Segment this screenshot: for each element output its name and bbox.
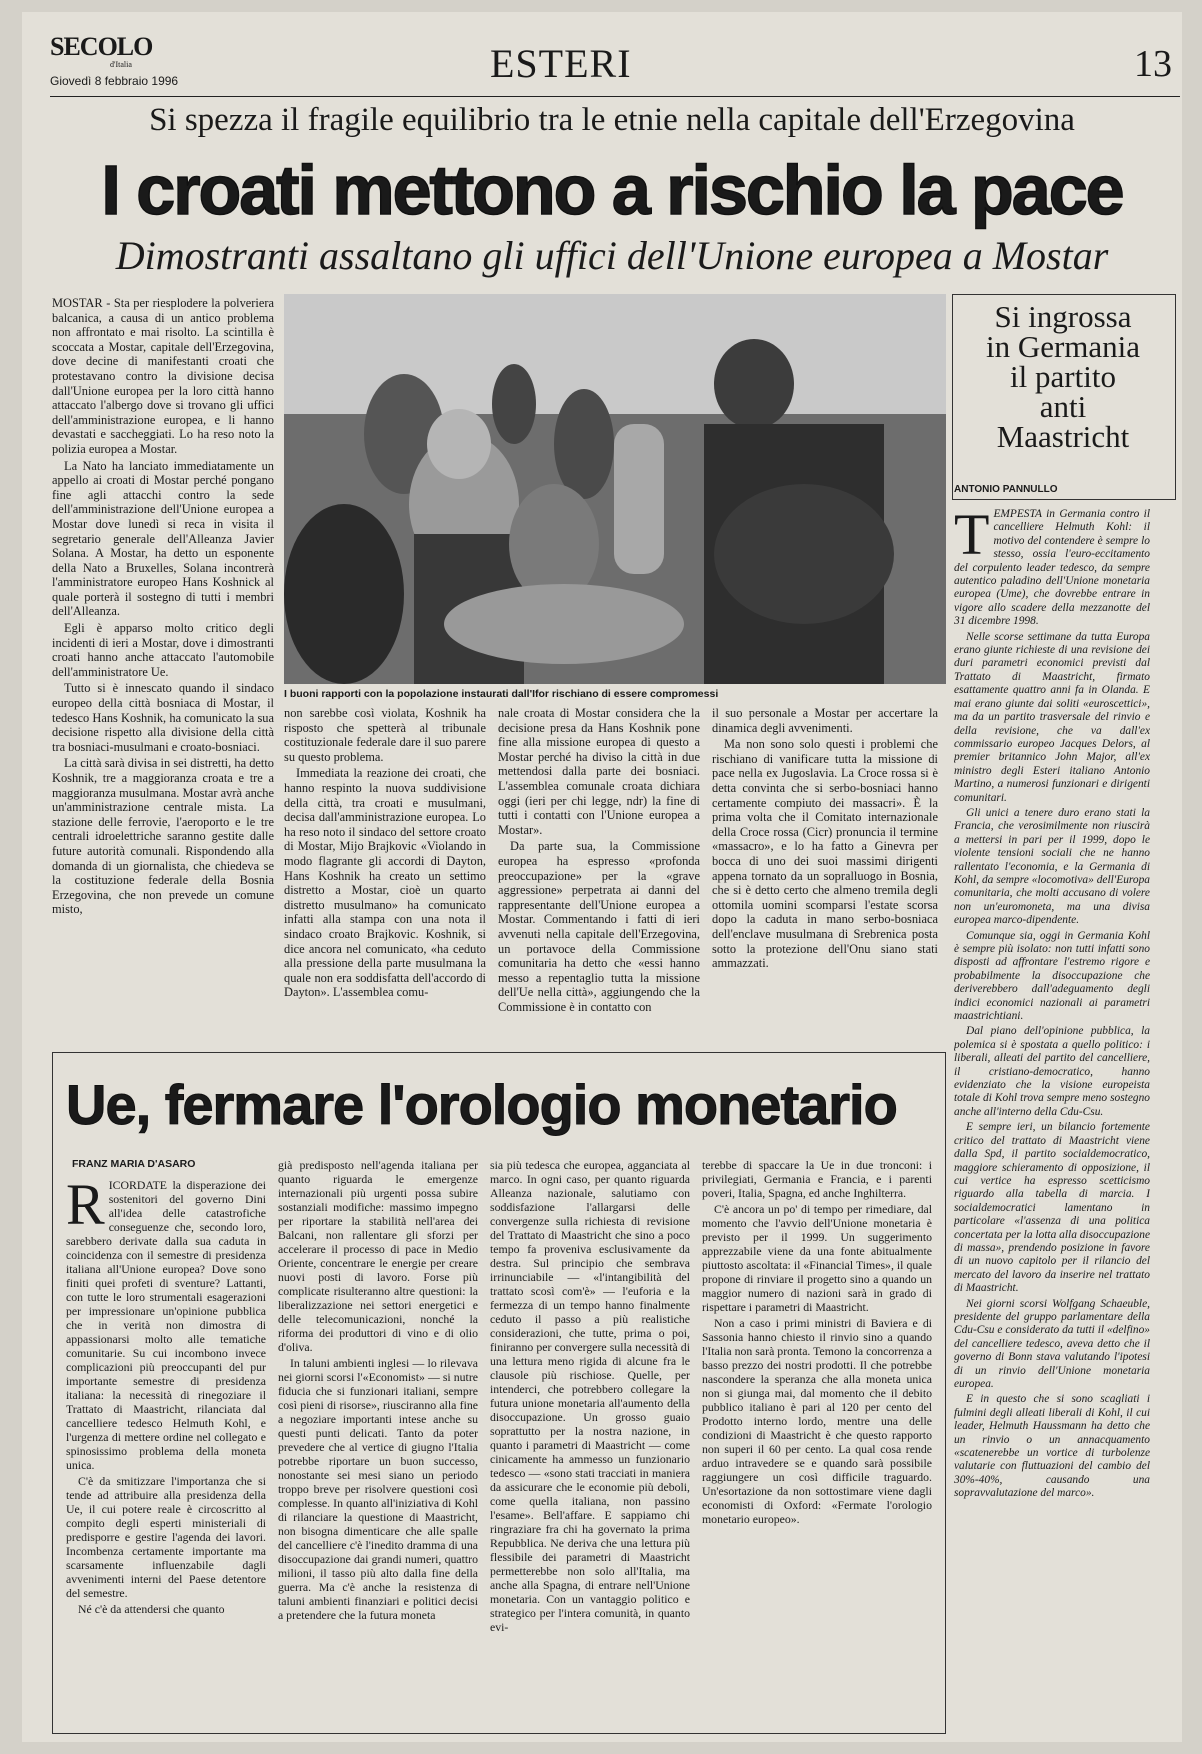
paragraph: nale croata di Mostar considera che la decisione presa da Hans Koshnik pone fine alla missione europea di questo a Mostar perché ha diviso la città in due mettendosi dalla parte dei bosniaci. L'assemblea comunale croata dichiara oggi (ieri per chi legge, ndr) la fine di tutti i contatti con l'Unione europea a Mostar». xyxy=(498,706,700,837)
issue-date: Giovedì 8 febbraio 1996 xyxy=(50,74,179,88)
paragraph: Dal piano dell'opinione pubblica, la polemica si è spostata a quello politico: i liberali, alleati del partito del cancelliere, il cristiano-democratico, hanno evidenziato che la visione europeista totale di Kohl trova sempre meno sostegno anche all'interno della Cdu-Csu. xyxy=(954,1025,1150,1118)
logo-subtitle: d'Italia xyxy=(110,60,132,69)
newspaper-page xyxy=(22,12,1182,1742)
page-number: 13 xyxy=(1134,43,1172,85)
photo-illustration xyxy=(284,294,946,684)
paragraph: Ma non sono solo questi i problemi che rischiano di vanificare tutta la missione di pace nella ex Jugoslavia. La Croce rossa si è detta convinta che si serbo-bosniaci hanno certamente compiuto dei massacri». È la prima volta che il Comitato internazionale della Croce rossa (Cicr) pronuncia il termine «massacro», e lo ha fatto a Ginevra per bocca di uno dei suoi massimi dirigenti appena tornato da un sopralluogo in Bosnia, che si è detto certo che almeno tremila degli ottomila uomini scomparsi l'estate scorsa dopo la caduta in mano serbo-bosniaca dell'enclave musulmana di Srebrenica posta sotto la protezione dell'Onu siano stati ammazzati. xyxy=(712,737,938,971)
main-article-column-1 xyxy=(52,296,274,1044)
masthead xyxy=(50,26,1180,97)
sidebar-title-line: Si ingrossa xyxy=(994,299,1132,334)
paragraph: ICORDATE la disperazione dei sostenitori del governo Dini all'idea delle catastrofiche conseguenze che, secondo loro, sarebbero derivate dalla sua caduta in coincidenza con il semestre di presidenza italiana all'Unione europea? Dove sono finiti quei profeti di sventure? Lattanti, con tutte le loro strumentali esagerazioni per impressionare un'opinione pubblica che in verità non dimostra di appassionarsi molto alle tematiche comunitarie. Su cui incombono invece complicazioni più preoccupanti del pur importante semestre di presidenza italiana: la necessità di rinegoziare il Trattato di Maastricht, rilanciata dal cancelliere tedesco Helmuth Kohl, e l'urgenza di mettere ordine nel collegato e spinosissimo problema della moneta unica. xyxy=(66,1178,266,1472)
paragraph: già predisposto nell'agenda italiana per quanto riguarda le emergenze internazionali più urgenti possa subire sostanziali modifiche: massimo impegno per riportare la stabilità nell'area dei Balcani, non rallentare gli sforzi per accelerare il processo di pace in Medio Oriente, concentrare le energie per creare nuovi posti di lavoro. Forse più complicate risulteranno altre questioni: la liberalizzazione nei settori energetici e delle telecomunicazioni, nonché la riforma dei produttori di vino e di olio d'oliva. xyxy=(278,1158,478,1354)
second-article-column-2 xyxy=(278,1158,478,1724)
sidebar-title xyxy=(952,299,1174,454)
second-headline: Ue, fermare l'orologio monetario xyxy=(66,1073,897,1136)
paragraph: C'è ancora un po' di tempo per rimediare, dal momento che l'avvio dell'Unione monetaria è previsto per il 1999. Un suggerimento apprezzabile viene da una fonte abitualmente piuttosto ascoltata: il «Financial Times», il quale propone di rinviare il progetto sino a quando un maggior numero di nazioni sarà in grado di rispettare i parametri di Maastricht. xyxy=(702,1202,932,1314)
paragraph: La Nato ha lanciato immediatamente un appello ai croati di Mostar perché pongano fine agli attacchi contro la sede dell'amministrazione dell'Unione europea a Mostar dove lunedì si reca in visita il segretario generale dell'Alleanza Javier Solana. A Mostar, ha detto un esponente della Nato a Bruxelles, Solana incontrerà l'amministratore europeo Hans Koshnick al quale porterà il sostegno di tutti i membri dell'Alleanza. xyxy=(52,458,274,619)
second-article-column-4 xyxy=(702,1158,932,1724)
paragraph: Né c'è da attendersi che quanto xyxy=(78,1602,225,1616)
second-author: FRANZ MARIA D'ASARO xyxy=(72,1158,196,1170)
main-article-column-3 xyxy=(498,706,700,1044)
newspaper-logo: SECOLO xyxy=(50,32,153,61)
paragraph: non sarebbe così violata, Koshnik ha risposto che spetterà al tribunale costituzionale federale dare il suo parere su questo problema. xyxy=(284,706,486,764)
sidebar-dropcap: T xyxy=(954,508,990,567)
paragraph: Non a caso i primi ministri di Baviera e di Sassonia hanno chiesto il rinvio sino a quando l'Italia non sarà pronta. Temono la concorrenza a basso prezzo dei nostri prodotti. Il che potrebbe nascondere la speranza che alla moneta unica non si giunga mai, dal momento che il debito pubblico italiano è pari al 120 per cento del Prodotto interno lordo, mentre una delle condizioni di Maastricht è che questo rapporto non superi il 60 per cento. La qual cosa rende arduo intravedere se e quando sarà possibile raggiungere un così difficile traguardo. Un'esortazione da non sottostimare viene dagli economisti di Oxford: «Fermate l'orologio monetario europeo». xyxy=(702,1316,932,1526)
news-photo xyxy=(284,294,946,684)
sidebar-author: ANTONIO PANNULLO xyxy=(954,484,1058,495)
paragraph: Gli unici a tenere duro erano stati la Francia, che verosimilmente non riuscirà a mettersi in pari per il 1999, dopo le violente tensioni sociali che ne hanno rallentato l'economia, e la Germania di Kohl, da sempre «locomotiva» dell'Europa comunitaria, che molti accusano di volere non un'euromoneta, ma una divisa europea marco-dipendente. xyxy=(954,806,1150,927)
sidebar-title-line: Maastricht xyxy=(996,419,1130,454)
paragraph: Nelle scorse settimane da tutta Europa erano giunte richieste di una revisione dei duri parametri economici previsti dal Trattato di Maastricht, firmato esattamente quattro anni fa in Olanda. E mai erano giunte dai soliti «euroscettici», ma da un partito trasversale del rinvio e della revisione, che va dall'ex commissario europeo Jacques Delors, al premier britannico John Major, all'ex ministro degli Esteri italiano Antonio Martino, a numerosi funzionari e dirigenti comunitari. xyxy=(954,630,1150,804)
paragraph: In taluni ambienti inglesi — lo rilevava nei giorni scorsi l'«Economist» — si nutre fiducia che si funzionari italiani, sempre così pieni di risorse», riusciranno alla fine a negoziare importanti intese anche su questi punti delicati. Tanto da poter prevedere che al vertice di giugno l'Italia potrebbe riportare un buon successo, nonostante sei mesi siano un periodo troppo breve per risolvere questioni così complesse. In quanto all'iniziativa di Kohl di rilanciare la questione di Maastricht, non bisogna dimenticare che alle spalle del cancelliere c'è l'inedito dramma di una disoccupazione dai grandi numeri, quattro milioni, il tasso più alto dalla fine della guerra. Ma c'è anche la resistenza di taluni ambienti finanziari e politici decisi a pretendere che la futura moneta xyxy=(278,1356,478,1622)
main-article-column-4 xyxy=(712,706,938,1044)
paragraph: Da parte sua, la Commissione europea ha espresso «profonda preoccupazione» per la «grave aggressione» perpetrata ai danni del rappresentante dell'Unione europea a Mostar. Commentando i fatti di ieri avvenuti nella capitale dell'Erzegovina, un portavoce della Commissione comunitaria ha detto che «essi hanno messo a repentaglio tutta la missione dell'Ue nella città», aggiungendo che la Commissione è in contatto con xyxy=(498,839,700,1014)
sidebar-article-body xyxy=(954,508,1150,1734)
paragraph: il suo personale a Mostar per accertare la dinamica degli avvenimenti. xyxy=(712,706,938,735)
sidebar-title-line: anti xyxy=(1039,389,1087,424)
section-title: ESTERI xyxy=(490,41,632,86)
photo-caption: I buoni rapporti con la popolazione instaurati dall'Ifor rischiano di essere compromessi xyxy=(284,688,719,700)
paragraph: terebbe di spaccare la Ue in due tronconi: i privilegiati, Germania e Francia, e i parenti poveri, Italia, Spagna, ed anche Inghilterra. xyxy=(702,1158,932,1200)
main-headline: I croati mettono a rischio la pace xyxy=(101,151,1123,229)
paragraph: C'è da smitizzare l'importanza che si tende ad attribuire alla presidenza della Ue, il cui potere reale è circoscritto al compito degli esperti ministeriali di predisporre e gestire l'agenda dei lavori. Incombenza certamente importante ma scarsamente influenzabile dagli avvenimenti interni del Paese detentore del semestre. xyxy=(66,1474,266,1600)
paragraph: Egli è apparso molto critico degli incidenti di ieri a Mostar, dove i dimostranti croati hanno anche attaccato l'automobile dell'amministratore Ue. xyxy=(52,621,274,679)
main-kicker: Si spezza il fragile equilibrio tra le etnie nella capitale dell'Erzegovina xyxy=(149,102,1075,138)
main-subhead: Dimostranti assaltano gli uffici dell'Unione europea a Mostar xyxy=(115,233,1109,278)
paragraph: MOSTAR - Sta per riesplodere la polveriera balcanica, a causa di un antico problema non affrontato e mai risolto. La scintilla è scoccata a Mostar, capitale dell'Erzegovina, dove decine di manifestanti croati che protestavano contro la divisione decisa dall'Unione europea per la loro città hanno attaccato l'albergo dove si trovano gli uffici dell'amministrazione europea, e li hanno devastati e saccheggiati. Lo ha reso noto la polizia europea a Mostar. xyxy=(52,296,274,456)
paragraph: Tutto si è innescato quando il sindaco europeo della città bosniaca di Mostar, il tedesco Hans Koshnik, ha comunicato la sua decisione rispetto alla divisione della città tra bosniaci-musulmani e croato-bosniaci. xyxy=(52,681,274,754)
paragraph: Immediata la reazione dei croati, che hanno respinto la nuova suddivisione della città, tra croati e musulmani, decisa dall'amministrazione europea. Lo ha reso noto il sindaco del settore croato di Mostar, Mijo Brajkovic «Violando in modo flagrante gli accordi di Dayton, Hans Koshnik ha creato un settimo distretto a Mostar, cioè un quarto distretto musulmano» ha comunicato infatti alla stampa con una nota il sindaco croato Brajkovic. Koshnik, si dice ancora nel comunicato, «ha ceduto alla pressione della parte musulmana la quale non era soddisfatta dell'accordo di Dayton». L'assemblea comu- xyxy=(284,766,486,1000)
paragraph: Nei giorni scorsi Wolfgang Schaeuble, presidente del gruppo parlamentare della Cdu-Csu e considerato da tutti il «delfino» del cancelliere tedesco, aveva detto che il governo di Bonn stava valutando l'ipotesi di un rinvio dell'Unione monetaria europea. xyxy=(954,1297,1150,1390)
main-article-column-2 xyxy=(284,706,486,1044)
second-article-column-3 xyxy=(490,1158,690,1724)
paragraph: E in questo che si sono scagliati i fulmini degli alleati liberali di Kohl, il cui leader, Helmuth Haussmann ha detto che un rinvio o un annacquamento «scatenerebbe un vortice di turbolenze valutarie con fluttuazioni del cambio del 30%-40%, causando una sopravvalutazione del marco». xyxy=(954,1393,1150,1500)
second-article-column-1 xyxy=(66,1178,266,1724)
paragraph: Comunque sia, oggi in Germania Kohl è sempre più isolato: non tutti infatti sono disposti ad affrontare l'estremo rigore e probabilmente la disoccupazione che deriverebbero dall'adeguamento degli indici economici nazionali ai parametri maastrichtiani. xyxy=(954,929,1150,1023)
paragraph: EMPESTA in Germania contro il cancelliere Helmuth Kohl: il motivo del contendere è sempre lo stesso, ossia l'euro-eccitamento del corpulento leader tedesco, da sempre autentico paladino dell'Unione monetaria europea (Ume), che dovrebbe entrare in vigore allo scadere della mezzanotte del 31 dicembre 1998. xyxy=(954,508,1150,628)
paragraph: E sempre ieri, un bilancio fortemente critico del trattato di Maastricht viene dalla Spd, il partito socialdemocratico, maggiore schieramento di opposizione, il cui vertice ha espresso scetticismo riguardo alla tabella di marcia. I socialdemocratici lamentano in particolare «l'assenza di una politica concertata per la lotta alla disoccupazione di massa», prendendo posizione in favore di un nuovo capitolo per il rilancio del mercato del lavoro da inserire nel trattato di Maastricht. xyxy=(954,1121,1150,1295)
sidebar-title-line: il partito xyxy=(1010,359,1116,394)
second-dropcap: R xyxy=(66,1178,105,1237)
sidebar-title-line: in Germania xyxy=(985,329,1141,364)
paragraph: sia più tedesca che europea, agganciata al marco. In ogni caso, per quanto riguarda Alleanza nazionale, salutiamo con soddisfazione l'allargarsi delle convergenze sulla richiesta di revisione del Trattato di Maastricht che sino a poco tempo fa proveniva esclusivamente da destra. Sul principio che sembrava irrinunciabile — «l'intangibilità del trattato scosì com'è» — l'euforia e la fermezza di un tempo hanno finalmente ceduto il passo a più realistiche considerazioni, che tutte, prima o poi, finiranno per convergere sulla necessità di una lettura meno rigida di alcune fra le clausole più rischiose. Quelle, per intenderci, che potrebbero collegare la futura unione monetaria all'aumento della disoccupazione. Un grosso guaio soprattutto per la nostra nazione, in quanto i parametri di Maastricht — come cinicamente ha ammesso un funzionario tedesco — «sono stati tracciati in maniera da assicurare che le economie più deboli, come quella italiana, non passino l'esame». Bell'affare. E sappiamo chi ringraziare fra chi ha governato la prima Repubblica. Ne deriva che una lettura più flessibile dei parametri di Maastricht permetterebbe non solo all'Italia, ma anche alla Spagna, di entrare nell'Unione monetaria. Con un vantaggio politico e strategico per l'intera comunità, in quanto evi- xyxy=(490,1158,690,1634)
paragraph: La città sarà divisa in sei distretti, ha detto Koshnik, tre a maggioranza croata e tre a maggioranza musulmana. Mostar avrà anche un'amministrazione centrale mista. La stazione delle ferrovie, l'aeroporto e le tre centrali idroelettriche saranno gestite dalle future autorità comunali. Rispondendo alla domanda di un giornalista, che chiedeva se la costituzione federale della Bosnia Erzegovina, che non prevede un comune misto, xyxy=(52,756,274,917)
